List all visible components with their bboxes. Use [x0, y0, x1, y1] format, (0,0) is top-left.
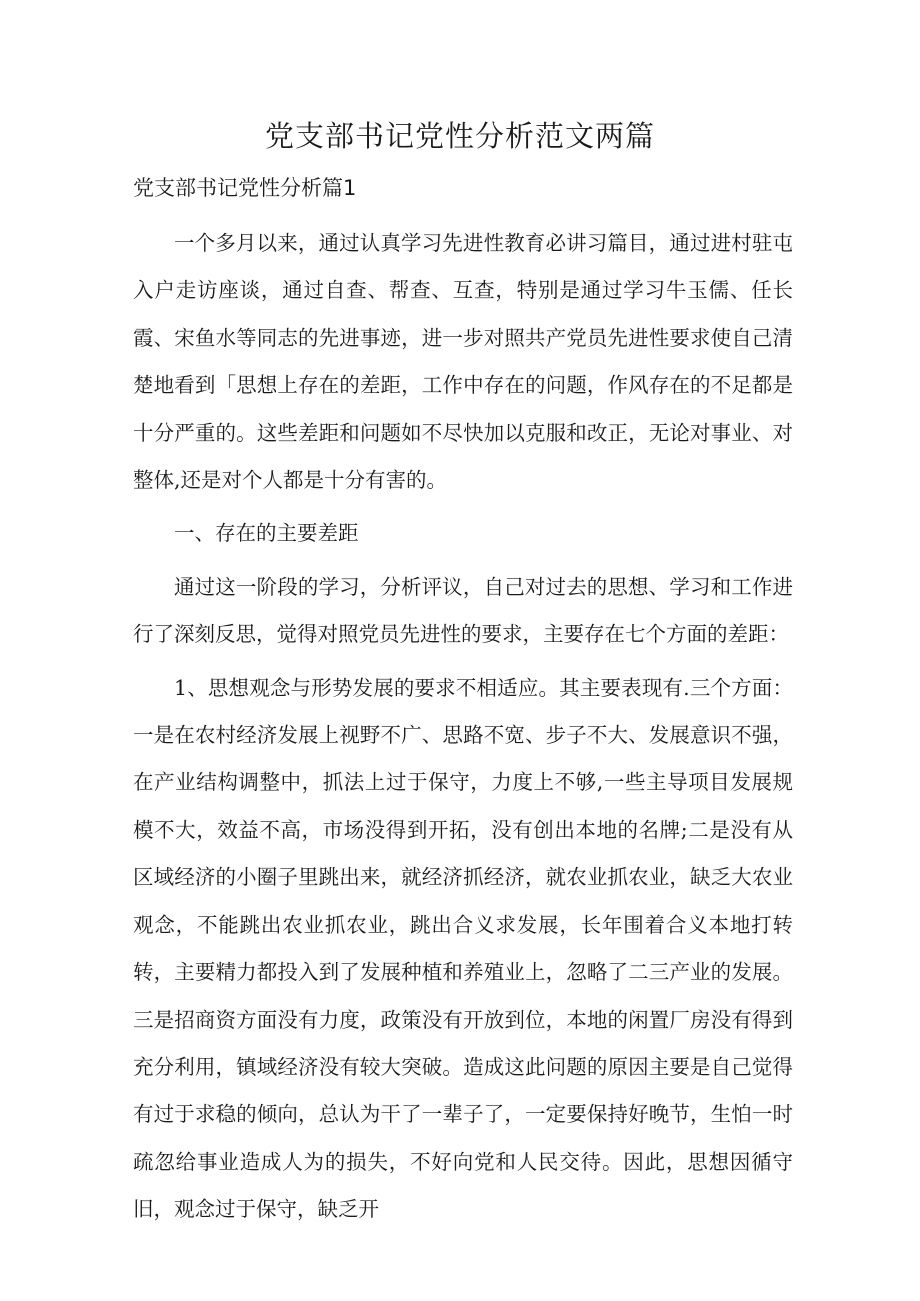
- section-heading: 党支部书记党性分析篇1: [133, 176, 357, 200]
- document-body: [133, 220, 793, 1234]
- paragraph-intro: 一个多月以来，通过认真学习先进性教育必讲习篇目，通过进村驻屯入户走访座谈，通过自查、帮查、互查，特别是通过学习牛玉儒、任长霞、宋鱼水等同志的先进事迹，进一步对照共产党员先进性要求使自己清楚地看到「思想上存在的差距，工作中存在的问题，作风存在的不足都是十分严重的。这些差距和问题如不尽快加以克服和改正，无论对事业、对整体,还是对个人都是十分有害的。: [133, 231, 793, 493]
- document-title: 党支部书记党性分析范文两篇: [264, 119, 655, 153]
- paragraph-reflection: 通过这一阶段的学习，分析评议，自己对过去的思想、学习和工作进行了深刻反思，觉得对照党员先进性的要求，主要存在七个方面的差距：: [133, 574, 793, 647]
- paragraph-heading-gaps: 一、存在的主要差距: [174, 521, 359, 546]
- paragraph-point-1: 1、思想观念与形势发展的要求不相适应。其主要表现有.三个方面：一是在农村经济发展上视野不广、思路不宽、步子不大、发展意识不强，在产业结构调整中，抓法上过于保守，力度上不够,一些主导项目发展规模不大，效益不高，市场没得到开拓，没有创出本地的名牌;二是没有从区域经济的小圈子里跳出来，就经济抓经济，就农业抓农业，缺乏大农业观念，不能跳出农业抓农业，跳出合义求发展，长年围着合义本地打转转，主要精力都投入到了发展种植和养殖业上，忽略了二三产业的发展。三是招商资方面没有力度，政策没有开放到位，本地的闲置厂房没有得到充分利用，镇域经济没有较大突破。造成这此问题的原因主要是自己觉得有过于求稳的倾向，总认为干了一辈子了，一定要保持好晚节，生怕一时疏忽给事业造成人为的损失，不好向党和人民交待。因此，思想因循守旧，观念过于保守，缺乏开: [133, 675, 793, 1222]
